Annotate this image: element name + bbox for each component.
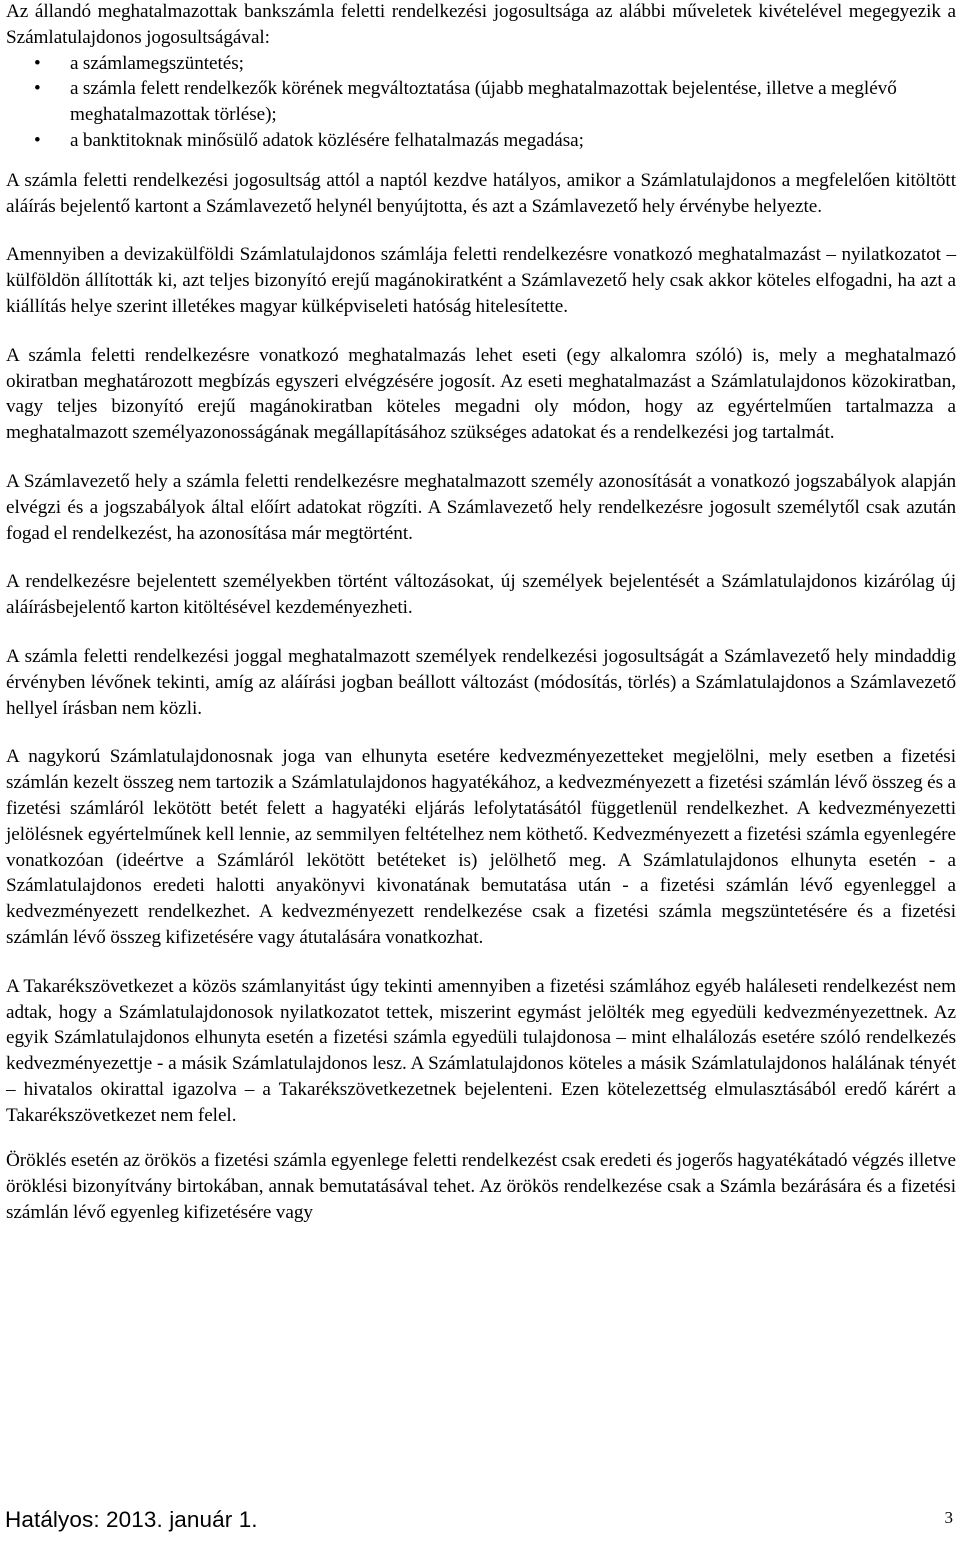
page-number: 3 <box>944 1508 953 1527</box>
intro-paragraph: Az állandó meghatalmazottak bankszámla feletti rendelkezési jogosultsága az alábbi műveletek kivételével megegyezik a Számlatulajdonos jogosultságával: <box>6 1 956 48</box>
paragraph-foreign-authorization: Amennyiben a devizakülföldi Számlatulajdonos számlája feletti rendelkezésre vonatkozó meghatalmazást – nyilatkozatot – külföldön állították ki, azt teljes bizonyító erejű magánokiratként a Számlavezető hely csak akkor köteles elfogadni, ha azt a kiállítás helye szerint illetékes magyar külképviseleti hatóság hitelesítette. <box>6 244 956 317</box>
paragraph-effective-rights: A számla feletti rendelkezési jogosultság attól a naptól kezdve hatályos, amikor a Számlatulajdonos a megfelelően kitöltött aláírás bejelentő kartont a Számlavezető helynél benyújtotta, és azt a Számlavezető hely érvénybe helyezte. <box>6 169 956 217</box>
paragraph-validity: A számla feletti rendelkezési joggal meghatalmazott személyek rendelkezési jogosultságát a Számlavezető hely mindaddig érvényben lévőnek tekinti, amíg az aláírási jogban beállott változást (módosítás, törlés) a Számlatulajdonos a Számlavezető hellyel írásban nem közli. <box>6 645 956 719</box>
paragraph-joint-account: A Takarékszövetkezet a közös számlanyitást úgy tekinti amennyiben a fizetési számlához egyéb haláleseti rendelkezést nem adtak, hogy a Számlatulajdonosok nyilatkozatot tettek, miszerint egymást jelölték meg egyedüli kedvezményezettnek. Az egyik Számlatulajdonos elhunyta esetén a fizetési számla egyedüli tulajdonosa – mint elhalálozás esetére szóló rendelkezés kedvezményezettje - a másik Számlatulajdonos lesz. A Számlatulajdonos köteles a másik Számlatulajdonos halálának tényét – hivatalos okirattal igazolva – a Takarékszövetkezetnek bejelenteni. Ezen kötelezettség elmulasztásából eredő kárért a Takarékszövetkezet nem felel. <box>6 975 956 1126</box>
paragraph-one-time-authorization: A számla feletti rendelkezésre vonatkozó meghatalmazás lehet eseti (egy alkalomra szóló) is, mely a meghatalmazó okiratban meghatározott megbízás egyszeri elvégzésére jogosít. Az eseti meghatalmazást a Számlatulajdonos közokiratban, vagy teljes bizonyító erejű magánokiratban köteles megadni oly módon, hogy az egyértelműen tartalmazza a meghatalmazott személyazonosságának megállapításához szükséges adatokat és a rendelkezési jog tartalmát. <box>6 344 956 444</box>
list-item: • a számla felett rendelkezők körének megváltoztatása (újabb meghatalmazottak bejelentése, illetve a meglévő meghatalmazottak törlése); <box>34 78 897 126</box>
paragraph-identification: A Számlavezető hely a számla feletti rendelkezésre meghatalmazott személy azonosítását a vonatkozó jogszabályok alapján elvégzi és a jogszabályok által előírt adatokat rögzíti. A Számlavezető hely rendelkezésre jogosult személytől csak azután fogad el rendelkezést, ha azonosítása már megtörtént. <box>6 470 956 544</box>
bullet-icon: • <box>34 78 41 100</box>
document-page <box>6 0 956 1226</box>
exceptions-list <box>6 51 956 154</box>
bullet-icon: • <box>34 52 41 74</box>
paragraph-beneficiaries: A nagykorú Számlatulajdonosnak joga van elhunyta esetére kedvezményezetteket megjelölni, mely esetben a fizetési számlán kezelt összeg nem tartozik a Számlatulajdonos hagyatékához, a kedvezményezett a fizetési számlán lévő összeg és a fizetési számláról lekötött betét felett a hagyatéki eljárás lefolytatásától függetlenül rendelkezhet. A kedvezményezetti jelölésnek egyértelműnek kell lennie, az semmilyen feltételhez nem köthető. Kedvezményezett a fizetési számla egyenlegére vonatkozóan (ideértve a Számláról lekötött betéteket is) jelölhető meg. A Számlatulajdonos elhunyta esetén - a Számlatulajdonos eredeti halotti anyakönyvi kivonatának bemutatása után - a fizetési számlán lévő egyenleggel a kedvezményezett rendelkezhet. A kedvezményezett rendelkezése csak a fizetési számla megszüntetésére és a fizetési számlán lévő összeg kifizetésére vagy átutalására vonatkozhat. <box>6 746 956 948</box>
list-item: • a számlamegszüntetés; <box>70 51 956 77</box>
effective-date: Hatályos: 2013. január 1. <box>5 1507 258 1532</box>
list-item: • a banktitoknak minősülő adatok közlésére felhatalmazás megadása; <box>70 128 956 154</box>
paragraph-changes: A rendelkezésre bejelentett személyekben történt változásokat, új személyek bejelentését a Számlatulajdonos kizárólag új aláírásbejelentő karton kitöltésével kezdeményezheti. <box>6 571 956 619</box>
bullet-icon: • <box>34 129 41 151</box>
paragraph-inheritance: Öröklés esetén az örökös a fizetési számla egyenlege feletti rendelkezést csak eredeti és jogerős hagyatékátadó végzés illetve öröklési bizonyítvány birtokában, annak bemutatásával tehet. Az örökös rendelkezése csak a Számla bezárására és a fizetési számlán lévő egyenleg kifizetésére vagy <box>6 1150 956 1224</box>
